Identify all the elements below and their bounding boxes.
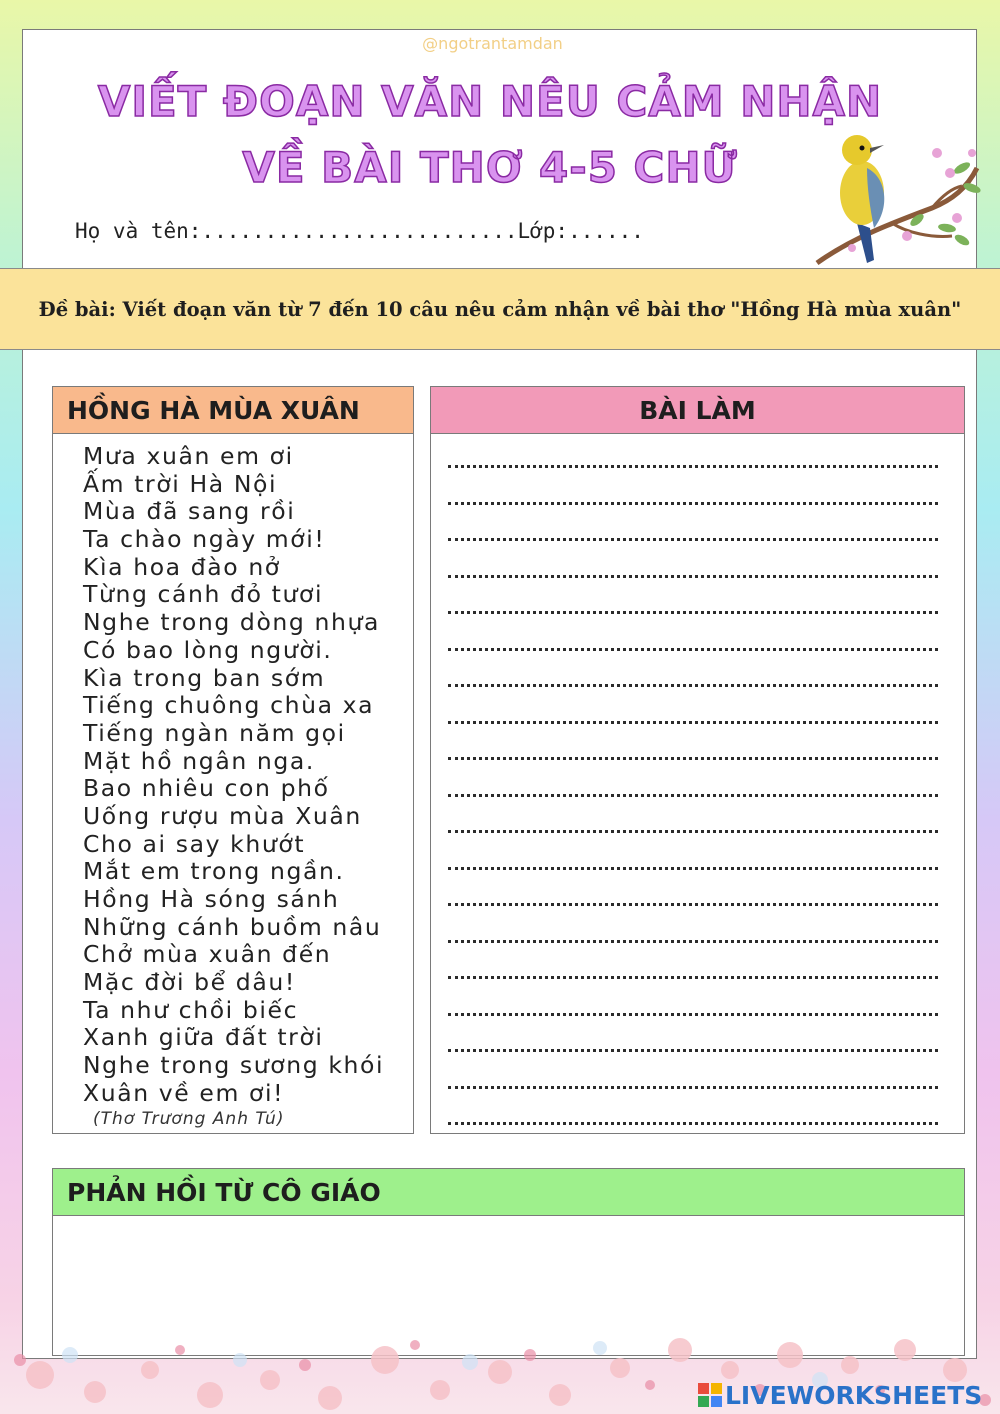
poem-line: Tiếng ngàn năm gọi — [83, 718, 346, 747]
answer-writing-line[interactable] — [448, 721, 938, 724]
poem-line: Chở mùa xuân đến — [83, 940, 332, 969]
poem-line: Có bao lòng người. — [83, 635, 333, 664]
assignment-prompt: Đề bài: Viết đoạn văn từ 7 đến 10 câu nêu cảm nhận về bài thơ "Hồng Hà mùa xuân" — [0, 268, 1000, 350]
poem-line: Xanh giữa đất trời — [83, 1023, 324, 1052]
poem-line: Mưa xuân em ơi — [83, 442, 294, 470]
poem-lines — [83, 443, 384, 1108]
answer-writing-line[interactable] — [448, 976, 938, 979]
poem-heading: HỒNG HÀ MÙA XUÂN — [53, 387, 413, 434]
answer-writing-line[interactable] — [448, 648, 938, 651]
bird-on-branch-illustration — [812, 128, 982, 268]
poem-line: Uống rượu mùa Xuân — [83, 801, 362, 830]
poem-line: Mặt hồ ngân nga. — [83, 746, 315, 775]
student-name-class-field[interactable]: Họ và tên:.........................Lớp:...... — [75, 219, 644, 243]
poem-line: Mùa đã sang rồi — [83, 497, 296, 526]
answer-writing-line[interactable] — [448, 903, 938, 906]
poem-line: Kìa hoa đào nở — [83, 552, 281, 581]
answer-writing-line[interactable] — [448, 538, 938, 541]
answer-writing-line[interactable] — [448, 465, 938, 468]
poem-line: Tiếng chuông chùa xa — [83, 691, 375, 720]
poem-line: Từng cánh đỏ tươi — [83, 580, 324, 609]
poem-line: Những cánh buồm nâu — [83, 912, 382, 941]
poem-line: Ta như chồi biếc — [83, 995, 299, 1024]
answer-panel — [430, 386, 965, 1134]
liveworksheets-logo — [698, 1376, 982, 1414]
poem-line: Ấm trời Hà Nội — [83, 469, 278, 498]
feedback-heading: PHẢN HỒI TỪ CÔ GIÁO — [53, 1169, 964, 1216]
answer-heading: BÀI LÀM — [431, 387, 964, 434]
poem-line: Ta chào ngày mới! — [83, 525, 326, 554]
title-line-1: VIẾT ĐOẠN VĂN NÊU CẢM NHẬN — [97, 77, 883, 126]
answer-writing-line[interactable] — [448, 1013, 938, 1016]
title-line-2: VỀ BÀI THƠ 4-5 CHỮ — [242, 143, 738, 192]
answer-writing-line[interactable] — [448, 830, 938, 833]
brand-text: LIVEWORKSHEETS — [725, 1380, 983, 1410]
answer-writing-line[interactable] — [448, 684, 938, 687]
poem-line: Nghe trong sương khói — [83, 1051, 385, 1080]
answer-writing-line[interactable] — [448, 611, 938, 614]
answer-writing-line[interactable] — [448, 940, 938, 943]
answer-writing-line[interactable] — [448, 575, 938, 578]
answer-writing-line[interactable] — [448, 794, 938, 797]
liveworksheets-logo-icon — [698, 1383, 722, 1407]
poem-line: Hồng Hà sóng sánh — [83, 885, 340, 913]
poem-line: Mắt em trong ngần. — [83, 857, 345, 886]
author-watermark: @ngotrantamdan — [422, 34, 563, 53]
answer-writing-line[interactable] — [448, 1049, 938, 1052]
poem-line: Xuân về em ơi! — [83, 1078, 285, 1107]
poem-line: Kìa trong ban sớm — [83, 663, 326, 692]
poem-line: Bao nhiêu con phố — [83, 774, 330, 803]
poem-line: Cho ai say khướt — [83, 829, 306, 858]
answer-writing-line[interactable] — [448, 1122, 938, 1125]
poem-credit: (Thơ Trương Anh Tú) — [93, 1109, 285, 1129]
answer-writing-line[interactable] — [448, 757, 938, 760]
answer-writing-line[interactable] — [448, 867, 938, 870]
answer-writing-line[interactable] — [448, 502, 938, 505]
poem-line: Nghe trong dòng nhựa — [83, 608, 380, 637]
poem-line: Mặc đời bể dâu! — [83, 968, 296, 997]
answer-writing-line[interactable] — [448, 1086, 938, 1089]
